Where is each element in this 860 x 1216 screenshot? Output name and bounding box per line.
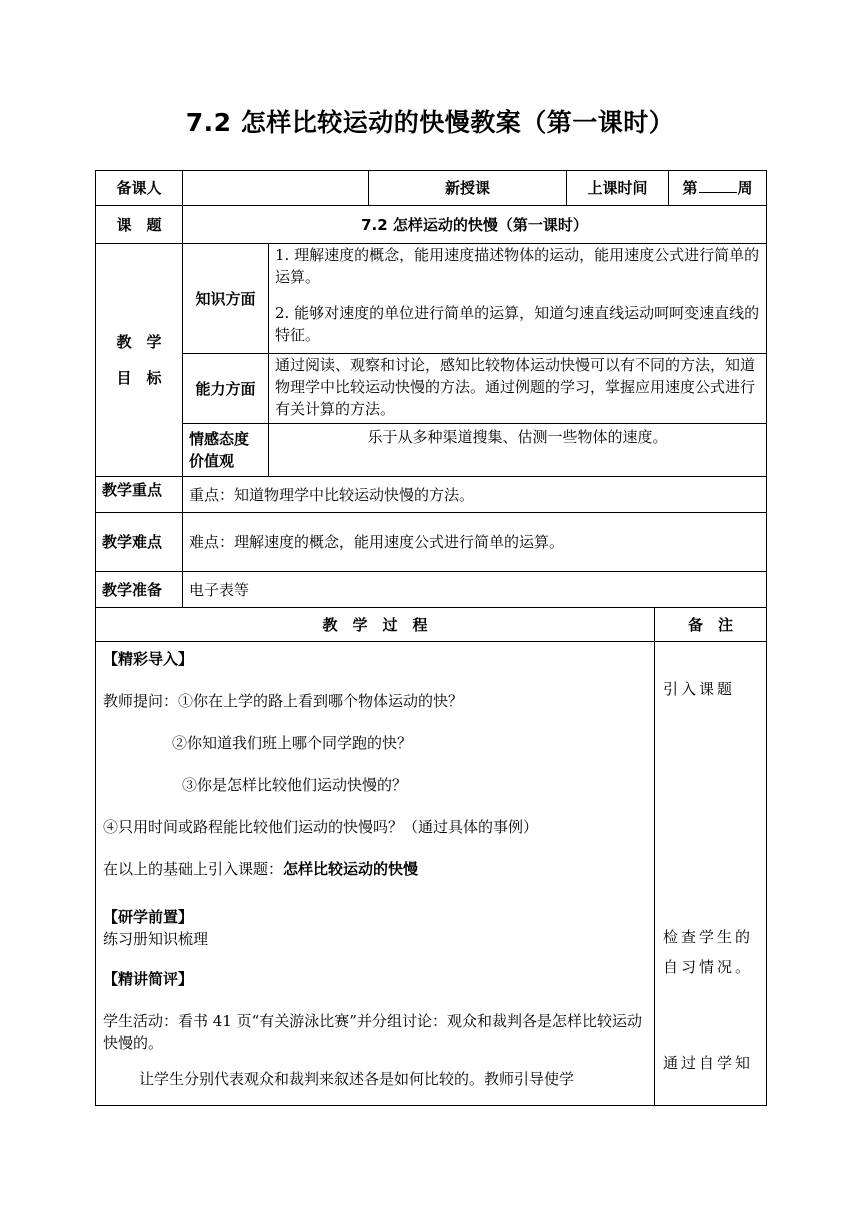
key-point-label: 教学重点 [96,477,183,513]
lead-in-prefix: 在以上的基础上引入课题： [103,860,284,878]
ability-label: 能力方面 [183,354,269,424]
preparation-label: 教学准备 [96,572,183,608]
process-header-row [96,608,767,642]
question-3: ③你是怎样比较他们运动快慢的？ [182,776,408,794]
notes-header: 备 注 [655,608,767,642]
lead-in-topic: 怎样比较运动的快慢 [283,860,419,878]
difficulty-value: 难点：理解速度的概念，能用速度公式进行简单的运算。 [183,513,767,572]
question-1: 教师提问：①你在上学的路上看到哪个物体运动的快？ [103,692,464,710]
lead-in [103,858,648,880]
objectives-attitude-row [96,424,767,477]
page-title: 7.2 怎样比较运动的快慢教案（第一课时） [185,108,675,137]
preparer-value [183,171,369,206]
knowledge-content [269,244,767,354]
attitude-label: 情感态度价值观 [183,424,269,477]
preview-heading: 【研学前置】 [103,908,194,926]
knowledge-item-2: 2. 能够对速度的单位进行简单的运算，知道匀速直线运动呵呵变速直线的特征。 [275,304,760,344]
topic-row [96,206,767,244]
preview-text: 练习册知识梳理 [103,930,209,948]
difficulty-row [96,513,767,572]
process-content [96,642,655,1106]
question-4: ④只用时间或路程能比较他们运动的快慢吗？（通过具体的事例） [103,818,539,836]
note-check-line-2: 自习情况。 [663,958,754,976]
difficulty-label: 教学难点 [96,513,183,572]
question-2: ②你知道我们班上哪个同学跑的快？ [172,734,413,752]
process-content-row [96,642,767,1106]
process-header: 教 学 过 程 [96,608,655,642]
knowledge-label: 知识方面 [183,244,269,354]
note-check-line-1: 检查学生的 [663,928,754,946]
preparation-value: 电子表等 [183,572,767,608]
lesson-plan-table [95,170,767,1106]
topic-label: 课 题 [96,206,183,244]
key-point-value: 重点：知道物理学中比较运动快慢的方法。 [183,477,767,513]
preparation-row [96,572,767,608]
objectives-knowledge-row [96,244,767,354]
objectives-label [96,244,183,477]
week-prefix: 第 [682,179,698,197]
class-time-label: 上课时间 [567,171,669,206]
week-cell [669,171,767,206]
week-suffix: 周 [737,179,753,197]
student-activity: 学生活动：看书 41 页“有关游泳比赛”并分组讨论：观众和裁判各是怎样比较运动快慢的。 [103,1012,642,1052]
objectives-ability-row [96,354,767,424]
lesson-type: 新授课 [369,171,567,206]
objectives-label-bottom: 目 标 [116,369,162,387]
note-self-study: 通过自学知 [663,1054,754,1072]
explain-heading: 【精讲简评】 [103,970,194,988]
intro-heading: 【精彩导入】 [103,650,194,668]
ability-content: 通过阅读、观察和讨论，感知比较物体运动快慢可以有不同的方法，知道物理学中比较运动快慢的方法。通过例题的学习，掌握应用速度公式进行有关计算的方法。 [269,354,767,424]
attitude-content: 乐于从多种渠道搜集、估测一些物体的速度。 [269,424,767,477]
topic-value: 7.2 怎样运动的快慢（第一课时） [183,206,767,244]
note-intro-topic: 引入课题 [663,680,736,698]
knowledge-item-1: 1. 理解速度的概念，能用速度描述物体的运动，能用速度公式进行简单的运算。 [275,246,760,286]
preparer-label: 备课人 [96,171,183,206]
header-row [96,171,767,206]
notes-content [655,642,767,1106]
objectives-label-top: 教 学 [116,333,162,351]
week-blank [699,178,737,193]
student-activity-2: 让学生分别代表观众和裁判来叙述各是如何比较的。教师引导使学 [139,1070,575,1088]
key-point-row [96,477,767,513]
